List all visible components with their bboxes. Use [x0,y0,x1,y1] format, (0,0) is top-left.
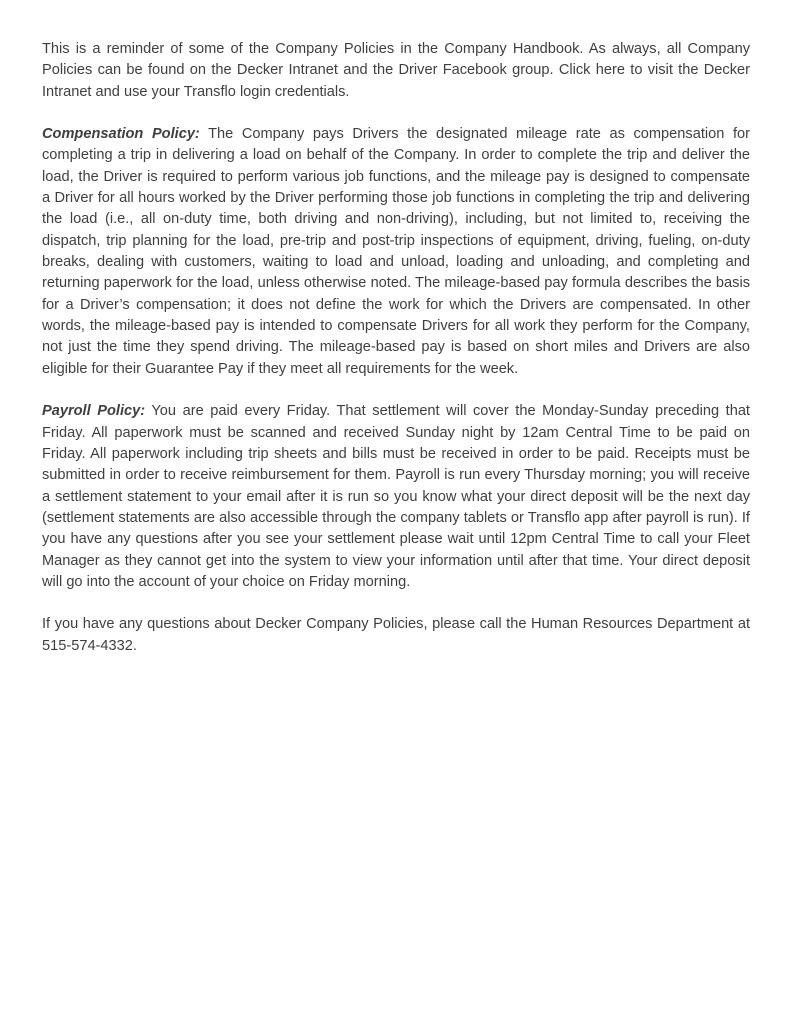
payroll-policy-paragraph [42,401,750,593]
closing-paragraph: If you have any questions about Decker Company Policies, please call the Human Resources Department at 515-574-4332. [42,616,750,654]
payroll-policy-heading: Payroll Policy: [42,403,146,420]
policy-document [42,39,750,678]
payroll-policy-body: You are paid every Friday. That settlement will cover the Monday-Sunday preceding that Friday. All paperwork must be scanned and received Sunday night by 12am Central Time to be paid on Friday. All paperwork including trip sheets and bills must be received in order to be paid. Receipts must be submitted in order to receive reimbursement for them. Payroll is run every Thursday morning; you will receive a settlement statement to your email after it is run so you know what your direct deposit will be the next day (settlement statements are also accessible through the company tablets or Transflo app after payroll is run). If you have any questions after you see your settlement please wait until 12pm Central Time to call your Fleet Manager as they cannot get into the system to view your information until after that time. Your direct deposit will go into the account of your choice on Friday morning. [42,403,750,590]
compensation-policy-paragraph [42,124,750,380]
intro-paragraph: This is a reminder of some of the Company Policies in the Company Handbook. As always, all Company Policies can be found on the Decker Intranet and the Driver Facebook group. Click here to visit the Decker Intranet and use your Transflo login credentials. [42,41,750,100]
compensation-policy-heading: Compensation Policy: [42,126,200,143]
compensation-policy-body: The Company pays Drivers the designated mileage rate as compensation for completing a trip in delivering a load on behalf of the Company. In order to complete the trip and deliver the load, the Driver is required to perform various job functions, and the mileage pay is designed to compensate a Driver for all hours worked by the Driver performing those job functions in completing the trip and delivering the load (i.e., all on-duty time, both driving and non-driving), including, but not limited to, receiving the dispatch, trip planning for the load, pre-trip and post-trip inspections of equipment, driving, fueling, on-duty breaks, dealing with customers, waiting to load and unload, loading and unloading, and completing and returning paperwork for the load, unless otherwise noted. The mileage-based pay formula describes the basis for a Driver’s compensation; it does not define the work for which the Drivers are compensated. In other words, the mileage-based pay is intended to compensate Drivers for all work they perform for the Company, not just the time they spend driving. The mileage-based pay is based on short miles and Drivers are also eligible for their Guarantee Pay if they meet all requirements for the week. [42,126,750,377]
